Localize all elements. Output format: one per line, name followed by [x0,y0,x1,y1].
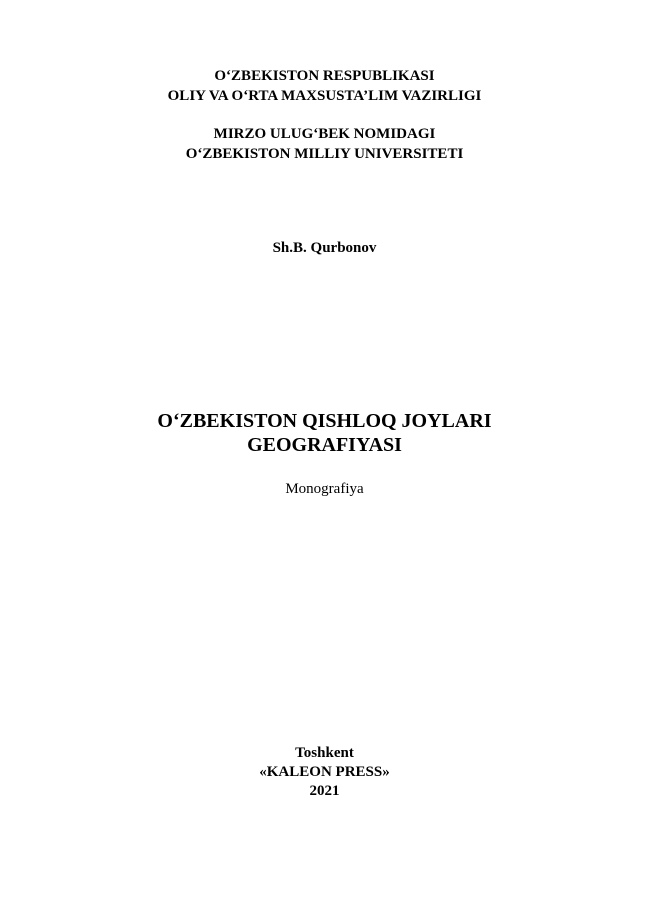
header-line-republic: O‘ZBEKISTON RESPUBLIKASI [214,68,435,84]
header-line-university: O‘ZBEKISTON MILLIY UNIVERSITETI [185,146,464,162]
header-line-ministry: OLIY VA O‘RTA MAXSUSTA’LIM VAZIRLIGI [167,88,482,104]
imprint-publisher: «KALEON PRESS» [259,764,390,780]
title-line-1: O‘ZBEKISTON QISHLOQ JOYLARI [157,410,492,432]
title-line-2: GEOGRAFIYASI [247,434,402,456]
imprint-year: 2021 [309,783,340,799]
book-genre: Monografiya [285,481,364,497]
author-name: Sh.B. Qurbonov [272,240,377,256]
header-line-named-after: MIRZO ULUG‘BEK NOMIDAGI [213,126,436,142]
imprint-city: Toshkent [295,745,354,761]
